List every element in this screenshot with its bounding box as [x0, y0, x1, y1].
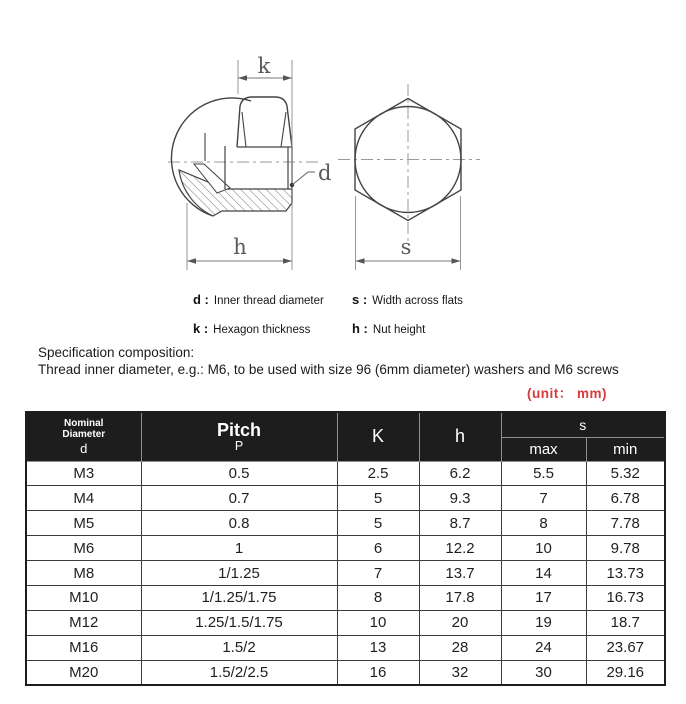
- legend-item-s: [352, 291, 463, 309]
- cell-smax: 24: [501, 635, 586, 660]
- cell-k: 6: [337, 536, 419, 561]
- cell-h: 32: [419, 660, 501, 685]
- cell-pitch: 0.8: [141, 511, 337, 536]
- cell-h: 20: [419, 610, 501, 635]
- cell-smin: 7.78: [586, 511, 665, 536]
- s-label: s: [400, 235, 412, 259]
- cell-smax: 19: [501, 610, 586, 635]
- cell-k: 5: [337, 486, 419, 511]
- cell-pitch: 1: [141, 536, 337, 561]
- header-pitch-label: Pitch: [216, 419, 261, 440]
- spec-table-body: [26, 461, 665, 685]
- cell-k: 8: [337, 585, 419, 610]
- legend-key-h: h :: [352, 321, 368, 336]
- header-k: K: [337, 412, 419, 461]
- cell-smin: 5.32: [586, 461, 665, 486]
- legend-desc-s: Width across flats: [372, 295, 463, 307]
- legend-key-s: s :: [352, 292, 368, 307]
- d-label: d: [318, 161, 332, 185]
- cell-pitch: 0.5: [141, 461, 337, 486]
- cell-d: M16: [26, 635, 141, 660]
- cell-k: 5: [337, 511, 419, 536]
- table-row-m4: [26, 486, 665, 511]
- cell-smax: 14: [501, 561, 586, 586]
- cell-d: M20: [26, 660, 141, 685]
- cell-smax: 8: [501, 511, 586, 536]
- header-pitch: [141, 412, 337, 461]
- header-s-min: min: [586, 437, 665, 461]
- cell-pitch: 0.7: [141, 486, 337, 511]
- header-pitch-sub: P: [234, 438, 244, 453]
- specification-text: [38, 344, 619, 378]
- cell-smin: 9.78: [586, 536, 665, 561]
- cell-pitch: 1.5/2: [141, 635, 337, 660]
- cell-smin: 18.7: [586, 610, 665, 635]
- table-row-m8: [26, 561, 665, 586]
- legend-desc-k: Hexagon thickness: [213, 324, 311, 336]
- table-row-m10: [26, 585, 665, 610]
- cell-smax: 7: [501, 486, 586, 511]
- cell-smin: 6.78: [586, 486, 665, 511]
- table-row-m20: [26, 660, 665, 685]
- cell-smin: 13.73: [586, 561, 665, 586]
- legend-key-k: k :: [193, 321, 209, 336]
- cell-pitch: 1.25/1.5/1.75: [141, 610, 337, 635]
- cap-chamfer-left: [242, 112, 246, 147]
- cap-nut-technical-drawing: [0, 0, 686, 280]
- cell-k: 16: [337, 660, 419, 685]
- cell-h: 28: [419, 635, 501, 660]
- spec-table-header: [26, 412, 665, 461]
- cell-smin: 16.73: [586, 585, 665, 610]
- cell-pitch: 1/1.25: [141, 561, 337, 586]
- header-nominal-line1: Nominal: [64, 417, 104, 429]
- cell-pitch: 1.5/2/2.5: [141, 660, 337, 685]
- side-view: [168, 97, 320, 216]
- spec-title: Specification composition:: [38, 345, 195, 360]
- cell-smax: 5.5: [501, 461, 586, 486]
- k-label: k: [257, 54, 271, 78]
- cell-d: M8: [26, 561, 141, 586]
- unit-note: (unit： mm): [527, 386, 607, 401]
- sectioned-base: [179, 170, 292, 216]
- header-h: h: [419, 412, 501, 461]
- legend-item-k: [193, 320, 310, 338]
- cell-k: 10: [337, 610, 419, 635]
- cell-smin: 23.67: [586, 635, 665, 660]
- legend-item-d: [193, 291, 324, 309]
- table-row-m5: [26, 511, 665, 536]
- cell-h: 17.8: [419, 585, 501, 610]
- header-s: s: [501, 412, 665, 437]
- cell-h: 8.7: [419, 511, 501, 536]
- cell-k: 2.5: [337, 461, 419, 486]
- header-nominal-diameter: [26, 412, 141, 461]
- cell-smin: 29.16: [586, 660, 665, 685]
- cell-h: 13.7: [419, 561, 501, 586]
- cell-smax: 10: [501, 536, 586, 561]
- legend-item-h: [352, 320, 425, 338]
- h-label: h: [233, 235, 247, 259]
- front-view: [338, 84, 480, 241]
- cell-k: 13: [337, 635, 419, 660]
- d-leader: [290, 161, 332, 187]
- cell-smax: 30: [501, 660, 586, 685]
- table-row-m3: [26, 461, 665, 486]
- cap-chamfer-right: [281, 112, 286, 147]
- spec-table: [25, 411, 666, 686]
- cell-h: 12.2: [419, 536, 501, 561]
- cell-d: M6: [26, 536, 141, 561]
- cell-k: 7: [337, 561, 419, 586]
- header-nominal-line2: Diameter: [62, 429, 106, 441]
- cell-d: M3: [26, 461, 141, 486]
- table-row-m12: [26, 610, 665, 635]
- spec-line: Thread inner diameter, e.g.: M6, to be used with size 96 (6mm diameter) washers and M6 screws: [38, 362, 619, 377]
- h-dimension: [187, 203, 292, 270]
- header-s-max: max: [501, 437, 586, 461]
- header-nominal-sub: d: [80, 440, 88, 456]
- cell-d: M12: [26, 610, 141, 635]
- legend-desc-d: Inner thread diameter: [213, 295, 324, 307]
- table-row-m6: [26, 536, 665, 561]
- cell-smax: 17: [501, 585, 586, 610]
- cell-h: 9.3: [419, 486, 501, 511]
- legend-key-d: d :: [193, 292, 209, 307]
- cell-d: M10: [26, 585, 141, 610]
- cell-h: 6.2: [419, 461, 501, 486]
- cell-d: M5: [26, 511, 141, 536]
- cell-d: M4: [26, 486, 141, 511]
- legend-desc-h: Nut height: [372, 324, 426, 336]
- cell-pitch: 1/1.25/1.75: [141, 585, 337, 610]
- table-row-m16: [26, 635, 665, 660]
